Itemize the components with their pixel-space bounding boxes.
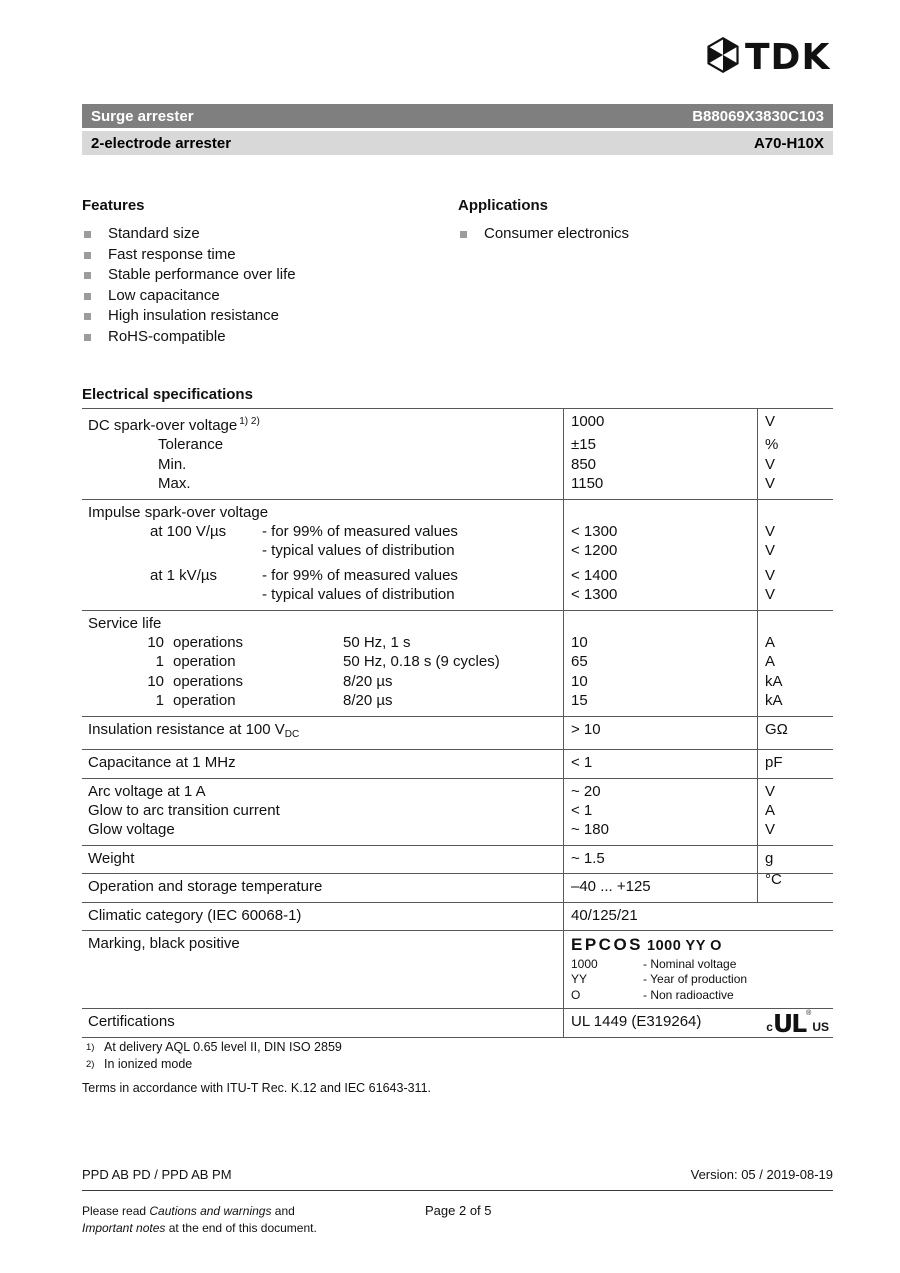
ul-certification-mark-icon: c UL ® US xyxy=(766,1009,829,1039)
spec-count: 1 xyxy=(155,692,164,710)
header-bar-secondary xyxy=(82,131,833,155)
department-code: PPD AB PD / PPD AB PM xyxy=(82,1167,232,1182)
spec-value: 1000 xyxy=(571,413,605,430)
footnote xyxy=(82,1056,431,1073)
spec-row-temperature xyxy=(82,873,833,901)
spec-value: < 1 xyxy=(571,754,593,772)
spec-section-title: Electrical specifications xyxy=(82,386,253,403)
spec-unit: V xyxy=(765,523,776,541)
spec-row-marking xyxy=(82,930,833,1009)
spec-unit: g xyxy=(765,849,774,867)
list-item xyxy=(82,245,296,266)
spec-label: DC spark-over voltage xyxy=(88,417,238,434)
product-subtitle: 2-electrode arrester xyxy=(91,134,232,152)
spec-label: Marking, black positive xyxy=(88,934,240,952)
spec-value: < 1300 xyxy=(571,523,618,541)
marking-legend-desc: - Nominal voltage xyxy=(643,956,737,971)
spec-condition: 50 Hz, 0.18 s (9 cycles) xyxy=(343,653,500,671)
spec-unit: V xyxy=(765,413,776,430)
bullet-square-icon xyxy=(460,231,467,238)
spec-label: Insulation resistance at 100 V xyxy=(88,720,285,738)
spec-value: UL 1449 (E319264) xyxy=(571,1013,702,1031)
tdk-logo-text: TDK xyxy=(745,37,831,76)
page-number: Page 2 of 5 xyxy=(425,1203,492,1218)
marking-code: 1000 YY O xyxy=(647,937,722,954)
marking-legend-row xyxy=(571,957,833,973)
spec-row-certifications xyxy=(82,1008,833,1039)
spec-unit: GΩ xyxy=(765,720,788,738)
spec-condition-rate: at 100 V/µs xyxy=(150,523,227,541)
marking-legend-key: 1000 xyxy=(571,956,598,971)
spec-condition: 8/20 µs xyxy=(343,692,393,710)
footnotes xyxy=(82,1039,431,1096)
spec-count-word: operation xyxy=(173,692,236,710)
bullet-square-icon xyxy=(84,313,91,320)
list-item xyxy=(82,265,296,286)
spec-count: 10 xyxy=(147,634,164,652)
spec-label: Capacitance at 1 MHz xyxy=(88,754,236,772)
footnote-text: In ionized mode xyxy=(104,1057,193,1071)
spec-unit: pF xyxy=(765,754,783,772)
tdk-logo xyxy=(704,36,834,76)
spec-unit: V xyxy=(765,475,776,493)
footer-meta xyxy=(82,1167,833,1182)
spec-count-word: operation xyxy=(173,653,236,671)
feature-item: Fast response time xyxy=(108,245,236,263)
list-item xyxy=(82,286,296,307)
spec-label: Arc voltage at 1 A xyxy=(88,782,206,800)
spec-label: Certifications xyxy=(88,1013,175,1031)
spec-row-insulation-resistance xyxy=(82,716,833,749)
spec-row-capacitance xyxy=(82,749,833,777)
spec-unit: kA xyxy=(765,672,783,690)
spec-label: Operation and storage temperature xyxy=(88,878,323,896)
spec-label: Impulse spark-over voltage xyxy=(88,503,269,521)
spec-value: ~ 20 xyxy=(571,782,601,800)
marking-legend-desc: - Year of production xyxy=(643,972,748,987)
footer-divider xyxy=(82,1190,833,1191)
features-title: Features xyxy=(82,197,145,214)
spec-condition: 8/20 µs xyxy=(343,672,393,690)
product-type: A70-H10X xyxy=(753,134,824,152)
part-number: B88069X3830C103 xyxy=(692,107,824,125)
spec-value: < 1300 xyxy=(571,586,618,604)
feature-item: Low capacitance xyxy=(108,286,220,304)
spec-unit: V xyxy=(765,566,776,584)
spec-label: Glow voltage xyxy=(88,821,175,839)
spec-count-word: operations xyxy=(173,634,244,652)
spec-condition: - typical values of distribution xyxy=(262,586,455,604)
spec-unit: A xyxy=(765,653,776,671)
spec-value: –40 ... +125 xyxy=(571,878,651,896)
spec-row-impulse-spark-over-voltage xyxy=(82,499,833,610)
spec-count: 1 xyxy=(155,653,164,671)
application-item: Consumer electronics xyxy=(484,225,630,242)
spec-condition: 50 Hz, 1 s xyxy=(343,634,411,652)
header-bar-primary xyxy=(82,104,833,128)
spec-count-word: operations xyxy=(173,672,244,690)
list-item xyxy=(458,224,629,245)
bullet-square-icon xyxy=(84,293,91,300)
bullet-square-icon xyxy=(84,231,91,238)
list-item xyxy=(82,306,296,327)
spec-unit: V xyxy=(765,455,776,473)
spec-label-subscript: DC xyxy=(284,728,300,740)
footnote-marker: 2) xyxy=(86,1059,95,1070)
list-item xyxy=(82,224,296,245)
footnote-marker: 1) xyxy=(86,1042,95,1053)
spec-condition: - for 99% of measured values xyxy=(262,523,458,541)
feature-item: High insulation resistance xyxy=(108,307,279,325)
spec-row-dc-spark-over-voltage xyxy=(82,408,833,499)
spec-row-weight xyxy=(82,845,833,873)
spec-value: > 10 xyxy=(571,720,601,738)
spec-condition: - for 99% of measured values xyxy=(262,566,458,584)
footnote-reference: 1) 2) xyxy=(239,416,260,427)
footnote xyxy=(82,1039,431,1056)
marking-legend-row xyxy=(571,988,833,1004)
feature-item: Stable performance over life xyxy=(108,266,296,284)
footnote-text: At delivery AQL 0.65 level II, DIN ISO 2859 xyxy=(104,1040,342,1054)
spec-value: 10 xyxy=(571,672,588,690)
spec-condition-rate: at 1 kV/µs xyxy=(150,566,218,584)
spec-condition: - typical values of distribution xyxy=(262,542,455,560)
spec-value: ~ 1.5 xyxy=(571,849,605,867)
spec-unit: V xyxy=(765,821,776,839)
product-family: Surge arrester xyxy=(91,107,194,125)
applications-title: Applications xyxy=(458,197,549,214)
tdk-logo-graphic xyxy=(704,36,834,76)
spec-label: Glow to arc transition current xyxy=(88,801,280,819)
spec-value: 10 xyxy=(571,634,588,652)
spec-value: 65 xyxy=(571,653,588,671)
spec-unit: V xyxy=(765,782,776,800)
spec-unit: V xyxy=(765,542,776,560)
spec-label: Service life xyxy=(88,614,162,632)
spec-sublabel: Max. xyxy=(158,475,191,493)
spec-value: 850 xyxy=(571,455,597,473)
spec-unit: % xyxy=(765,436,779,454)
marking-example xyxy=(563,934,833,1004)
spec-value: 15 xyxy=(571,692,588,710)
marking-legend-desc: - Non radioactive xyxy=(643,987,734,1002)
spec-value: 40/125/21 xyxy=(571,906,638,924)
spec-value: < 1400 xyxy=(571,566,618,584)
spec-unit: A xyxy=(765,801,776,819)
spec-row-arc-voltage xyxy=(82,778,833,845)
column-divider xyxy=(563,408,564,1037)
marking-legend-row xyxy=(571,972,833,988)
list-item xyxy=(82,327,296,348)
spec-sublabel: Min. xyxy=(158,455,187,473)
spec-value: 1150 xyxy=(571,475,604,493)
spec-unit: A xyxy=(765,634,776,652)
bullet-square-icon xyxy=(84,252,91,259)
spec-row-service-life xyxy=(82,610,833,716)
spec-value: ~ 180 xyxy=(571,821,609,839)
feature-item: Standard size xyxy=(108,225,200,242)
spec-label: Weight xyxy=(88,849,135,867)
spec-sublabel: Tolerance xyxy=(158,436,224,454)
bullet-square-icon xyxy=(84,272,91,279)
spec-value: ±15 xyxy=(571,436,596,454)
spec-label: Climatic category (IEC 60068-1) xyxy=(88,906,302,924)
spec-table xyxy=(82,408,833,1038)
features-section xyxy=(82,197,296,348)
spec-row-climatic-category xyxy=(82,902,833,930)
unit-column-divider xyxy=(757,408,758,902)
applications-section xyxy=(458,197,629,245)
marking-legend-key: YY xyxy=(571,972,588,987)
bullet-square-icon xyxy=(84,334,91,341)
important-notes-reference: Important notes xyxy=(82,1221,166,1235)
spec-unit: V xyxy=(765,586,776,604)
terms-note: Terms in accordance with ITU-T Rec. K.12 and IEC 61643-311. xyxy=(82,1081,432,1095)
epcos-logo: EPCOS xyxy=(571,934,644,954)
footer-caution-note: Please read Cautions and warnings and Important notes at the end of this document. xyxy=(82,1204,317,1235)
spec-value: < 1200 xyxy=(571,542,618,560)
cautions-reference: Cautions and warnings xyxy=(149,1204,272,1218)
version-info: Version: 05 / 2019-08-19 xyxy=(690,1167,833,1182)
spec-unit: kA xyxy=(765,692,783,710)
feature-item: RoHS-compatible xyxy=(108,327,226,345)
spec-unit: °C xyxy=(765,871,782,889)
marking-legend-key: O xyxy=(571,987,581,1002)
spec-count: 10 xyxy=(147,672,164,690)
spec-value: < 1 xyxy=(571,801,593,819)
